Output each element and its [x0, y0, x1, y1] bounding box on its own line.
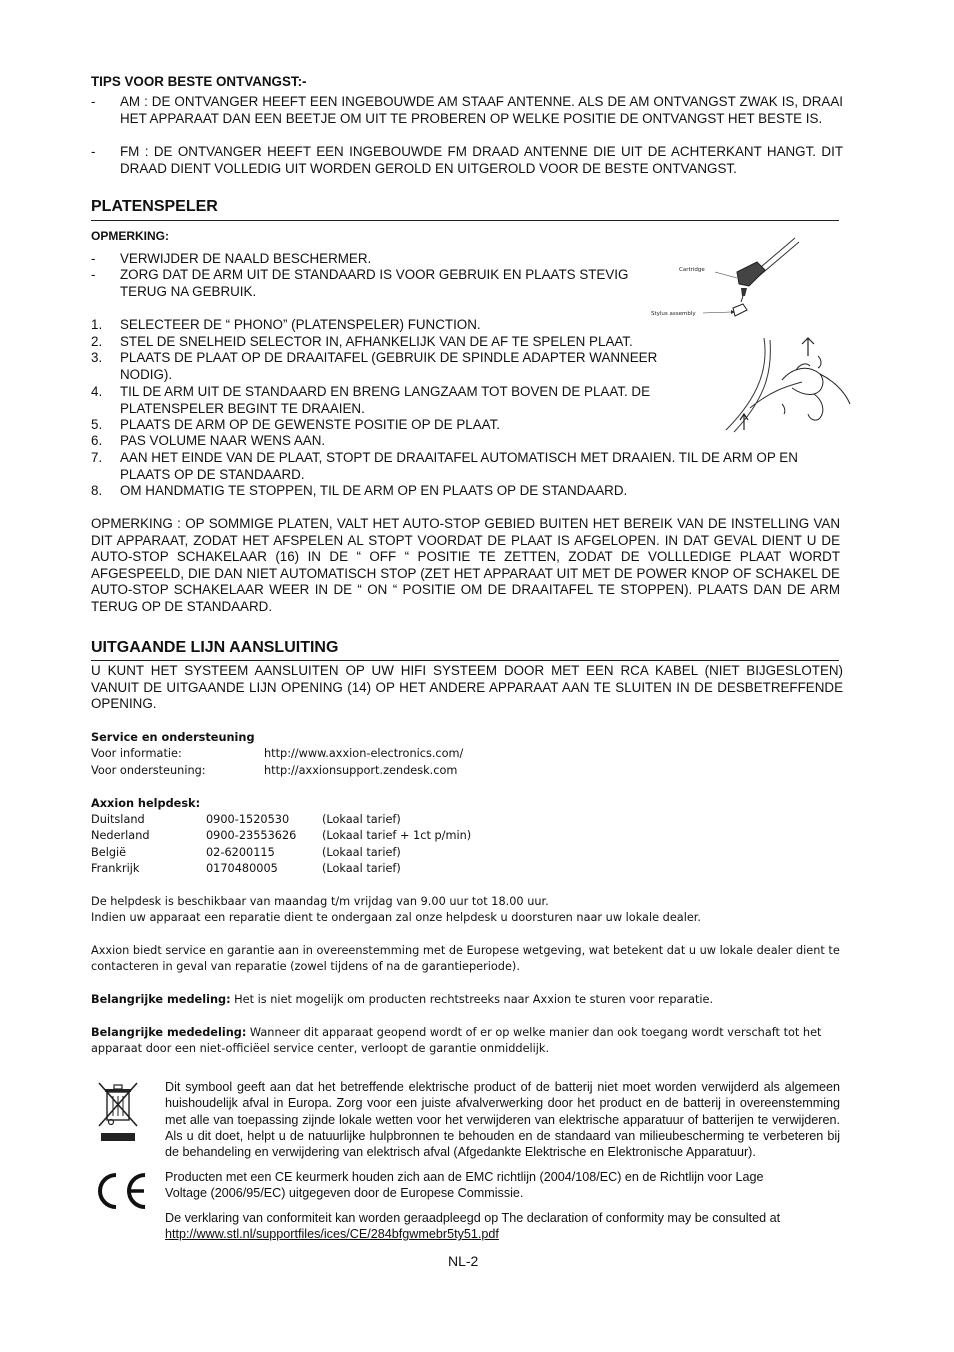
helpdesk-country: België [91, 846, 127, 859]
list-item-text: VERWIJDER DE NAALD BESCHERMER. [120, 251, 372, 266]
step-number: 1. [91, 317, 103, 332]
step-text: TIL DE ARM UIT DE STANDAARD EN BRENG LANGZAAM TOT BOVEN DE PLAAT. DE PLATENSPELER BEGINT TE DRAAIEN. [120, 384, 651, 416]
step-text: AAN HET EINDE VAN DE PLAAT, STOPT DE DRAAITAFEL AUTOMATISCH MET DRAAIEN. TIL DE ARM OP EN PLAATS OP DE STANDAARD. [120, 450, 798, 482]
conformity-declaration [165, 1210, 845, 1243]
cartridge-label: Cartridge [679, 267, 705, 273]
helpdesk-tariff: (Lokaal tarief + 1ct p/min) [322, 829, 472, 842]
note-item [91, 267, 651, 300]
helpdesk-hours: De helpdesk is beschikbaar van maandag t/m vrijdag van 9.00 uur tot 18.00 uur. [91, 895, 549, 908]
crossed-bin-icon [97, 1080, 141, 1144]
step-item [91, 417, 711, 434]
step-text: OM HANDMATIG TE STOPPEN, TIL DE ARM OP EN PLAATS OP DE STANDAARD. [120, 483, 628, 498]
step-item [91, 334, 711, 351]
ce-text: Producten met een CE keurmerk houden zich aan de EMC richtlijn (2004/108/EC) en de Richtlijn voor Lage Voltage (2006/95/EC) uitgegeven door de Europese Commissie. [165, 1170, 764, 1201]
important-text: Wanneer dit apparaat geopend wordt of er op welke manier dan ook toegang wordt verschaft tot het apparaat door een niet-officiëel service center, verloopt de garantie onmiddelijk. [91, 1026, 822, 1056]
helpdesk-repair: Indien uw apparaat een reparatie dient te ondergaan zal onze helpdesk u doorsturen naar uw lokale dealer. [91, 911, 701, 924]
list-item-text: AM : DE ONTVANGER HEEFT EEN INGEBOUWDE AM STAAF ANTENNE. ALS DE AM ONTVANGST ZWAK IS, DRAAI HET APPARAAT DAN EEN BEETJE OM UIT TE PROBEREN OP WELKE POSITIE DE ONTVANGST HET BESTE IS. [120, 94, 843, 126]
step-item [91, 384, 711, 417]
step-text: SELECTEER DE “ PHONO” (PLATENSPELER) FUNCTION. [120, 317, 481, 332]
step-item [91, 350, 711, 383]
note-item [91, 251, 651, 268]
tips-item-fm [91, 144, 843, 177]
stylus-label: Stylus assembly [651, 311, 696, 317]
helpdesk-tariff: (Lokaal tarief) [322, 846, 401, 859]
helpdesk-tariff: (Lokaal tarief) [322, 813, 401, 826]
helpdesk-phone: 0900-1520530 [206, 813, 290, 826]
service-url[interactable]: http://www.axxion-electronics.com/ [264, 747, 464, 760]
note-label: OPMERKING: [91, 229, 169, 243]
helpdesk-phone: 02-6200115 [206, 846, 275, 859]
section-divider [91, 220, 839, 221]
helpdesk-country: Frankrijk [91, 862, 140, 875]
step-number: 8. [91, 483, 103, 498]
tonearm-hand-diagram [722, 334, 854, 436]
section-divider [91, 660, 839, 661]
list-item-text: ZORG DAT DE ARM UIT DE STANDAARD IS VOOR GEBRUIK EN PLAATS STEVIG TERUG NA GEBRUIK. [120, 267, 629, 299]
ce-mark-icon [89, 1170, 151, 1212]
helpdesk-heading: Axxion helpdesk: [91, 797, 201, 810]
service-heading: Service en ondersteuning [91, 731, 255, 744]
step-number: 3. [91, 350, 103, 365]
step-item [91, 433, 711, 450]
list-marker: - [91, 251, 96, 266]
helpdesk-country: Nederland [91, 829, 150, 842]
step-number: 6. [91, 433, 103, 448]
step-number: 5. [91, 417, 103, 432]
list-item-text: FM : DE ONTVANGER HEEFT EEN INGEBOUWDE FM DRAAD ANTENNE DIE UIT DE ACHTERKANT HANGT. DIT DRAAD DIENT VOLLEDIG UIT WORDEN GEROLD EN UITGEROLD VOOR DE BESTE ONTVANGST. [120, 144, 843, 176]
service-label: Voor ondersteuning: [91, 764, 206, 777]
page-number: NL-2 [448, 1253, 479, 1269]
important-label: Belangrijke medeling: [91, 993, 231, 1006]
weee-text: Dit symbool geeft aan dat het betreffende elektrische product of de batterij niet moet worden verwijderd als algemeen huishoudelijk afval in Europa. Zorg voor een juiste afvalverwerking door het product en de batterij in overeenstemming met alle van toepassing zijnde lokale wetten voor het verwijderen van elektrische apparatuur of batterijen te verwijderen. Als u dit doet, helpt u de natuurlijke hulpbronnen te behouden en de standaard van milieubescherming te verbeteren bij de behandeling en verwijdering van elektrisch afval (Afgedankte Elektrische en Elektronische Apparatuur). [165, 1080, 840, 1160]
service-url[interactable]: http://axxionsupport.zendesk.com [264, 764, 458, 777]
conformity-text: De verklaring van conformiteit kan worden geraadpleegd op The declaration of conformity may be consulted at [165, 1211, 781, 1225]
autostop-remark: OPMERKING : OP SOMMIGE PLATEN, VALT HET AUTO-STOP GEBIED BUITEN HET BEREIK VAN DE INSTELLING VAN DIT APPARAAT, ZODAT HET AFSPELEN AL STOPT VOORDAT DE PLAAT IS AFGELOPEN. IN DAT GEVAL DIENT U DE AUTO-STOP SCHAKELAAR (16) IN DE “ OFF “ POSITIE TE ZETTEN, ZODAT DE VOLLLEDIGE PLAAT WORDT AFGESPEELD, DIE DAN NIET AUTOMATISCH STOP (ZET HET APPARAAT UIT MET DE POWER KNOP OF SCHAKEL DE AUTO-STOP SCHAKELAAR WEER IN DE “ ON “ POSITIE OM DE DRAAITAFEL TE STOPPEN). PLAATS DAN DE ARM TERUG OP DE STANDAARD. [91, 516, 840, 614]
tips-item-am [91, 94, 843, 127]
line-out-text: U KUNT HET SYSTEEM AANSLUITEN OP UW HIFI SYSTEEM DOOR MET EEN RCA KABEL (NIET BIJGESLOTEN) VANUIT DE UITGAANDE LIJN OPENING (14) OP HET ANDERE APPARAAT AAN TE SLUITEN IN DE DESBETREFFENDE OPENING. [91, 663, 843, 712]
step-item [91, 450, 839, 483]
list-marker: - [91, 94, 96, 109]
tips-heading: TIPS VOOR BESTE ONTVANGST:- [91, 74, 307, 89]
helpdesk-phone: 0170480005 [206, 862, 278, 875]
step-text: PLAATS DE ARM OP DE GEWENSTE POSITIE OP DE PLAAT. [120, 417, 500, 432]
step-number: 4. [91, 384, 103, 399]
step-number: 7. [91, 450, 103, 465]
helpdesk-phone: 0900-23553626 [206, 829, 297, 842]
helpdesk-tariff: (Lokaal tarief) [322, 862, 401, 875]
step-item [91, 483, 839, 500]
list-marker: - [91, 144, 96, 159]
important-notice-1 [91, 992, 843, 1008]
warranty-text: Axxion biedt service en garantie aan in overeenstemming met de Europese wetgeving, wat betekent dat u uw lokale dealer dient te contacteren in geval van reparatie (zowel tijdens of na de garantieperiode). [91, 944, 840, 974]
step-text: PAS VOLUME NAAR WENS AAN. [120, 433, 326, 448]
list-marker: - [91, 267, 96, 282]
service-label: Voor informatie: [91, 747, 182, 760]
step-text: STEL DE SNELHEID SELECTOR IN, AFHANKELIJK VAN DE AF TE SPELEN PLAAT. [120, 334, 633, 349]
important-notice-2 [91, 1025, 843, 1058]
important-label: Belangrijke mededeling: [91, 1026, 247, 1039]
conformity-link[interactable]: http://www.stl.nl/supportfiles/ices/CE/284bfgwmebr5ty51.pdf [165, 1227, 499, 1242]
step-number: 2. [91, 334, 103, 349]
helpdesk-country: Duitsland [91, 813, 145, 826]
step-text: PLAATS DE PLAAT OP DE DRAAITAFEL (GEBRUIK DE SPINDLE ADAPTER WANNEER NODIG). [120, 350, 658, 382]
cartridge-diagram [645, 236, 805, 324]
section-heading-line-out: UITGAANDE LIJN AANSLUITING [91, 639, 339, 656]
step-item [91, 317, 711, 334]
important-text: Het is niet mogelijk om producten rechtstreeks naar Axxion te sturen voor reparatie. [230, 993, 714, 1006]
section-heading-platenspeler: PLATENSPELER [91, 198, 218, 215]
